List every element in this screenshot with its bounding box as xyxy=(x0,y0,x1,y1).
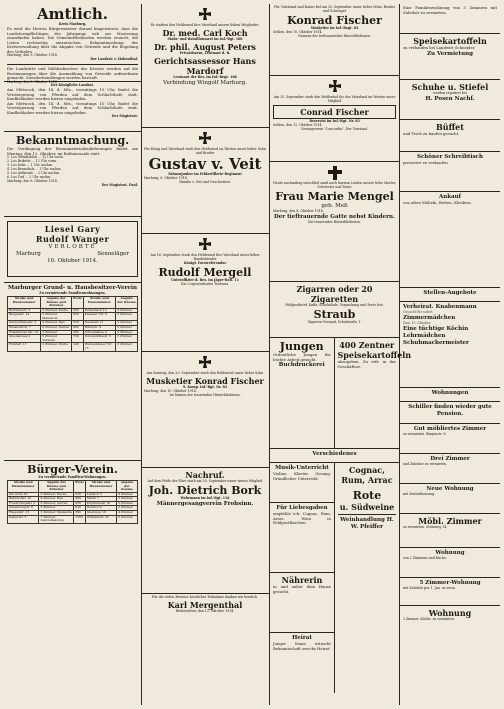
verlobte-label: VERLOBTE xyxy=(48,244,97,250)
conrad-name: Conrad Fischer xyxy=(300,106,369,117)
table-cell: 700 xyxy=(72,335,84,343)
notice-3-body-repeat: Am Mittwoch, den 14. d. Mts., vormittags 10 Uhr, findet die Versteigerung von Pferden auf dem Schlachthofe statt. Kaufliebhaber werden hierzu eingeladen. xyxy=(7,100,138,115)
table-cell: Hofstatt 11 xyxy=(8,343,41,351)
stellen-item: Zimmermädchen xyxy=(403,314,456,321)
table-header-cell: Preis xyxy=(74,480,86,492)
naeherin-body: in und außer dem Hause gesucht. xyxy=(273,584,331,594)
speisekartoffeln-ad xyxy=(335,338,412,448)
amtlich-signature: Der Landrat: v. Hohenthal. xyxy=(90,57,138,62)
veit-name: Gustav v. Veit xyxy=(148,154,262,173)
table-cell: Elisabethstr. 7 xyxy=(8,326,41,331)
notice-2-body: Die Landwirte und Mühlenbesitzer des Kreises werden auf die Bestimmungen über die Ausmahlung von Getreide aufmerksam gemacht. Zuwiderhandlungen werden bestraft. xyxy=(7,66,138,81)
wohnung-2-heading: Wohnung xyxy=(428,608,472,618)
table-cell: 2 Zimmer xyxy=(116,343,138,351)
table-cell: Markt 7 xyxy=(85,497,116,502)
mergell-intro: Am 16. September starb den Heldentod fürs Vaterland unser lieber Bundesbruder xyxy=(150,253,260,261)
groom-place: Senneläger xyxy=(97,251,129,257)
schuhe-heading: Schuhe u. Stiefel xyxy=(411,82,489,92)
notice-2-signature: Der Königliche Landrat. xyxy=(50,83,95,87)
konrad-name: Konrad Fischer xyxy=(287,13,382,27)
speisekartoffeln-sub: abzugeben. Zu erfr. in der Geschäftsst. xyxy=(337,359,396,369)
buerger-verein-heading: Bürger-Verein. xyxy=(27,463,118,476)
bork-name: Joh. Dietrich Bork xyxy=(148,483,262,497)
table-cell: 6 Zimmer xyxy=(117,515,138,523)
table-cell: 4 Zimmer xyxy=(116,330,138,335)
fuenf-zimmer-ad xyxy=(400,578,500,606)
mergenthal-danksagung xyxy=(141,594,269,699)
heirat-heading: Heirat xyxy=(292,635,312,641)
table-cell: 3 Zimmer, Mansarde xyxy=(40,510,73,515)
konrad-signature: Namens der tieftrauernden Hinterbliebenen. xyxy=(298,33,371,38)
conrad-intro: Am 25. September starb den Heldentod für das Vaterland im Westen unser Mitglied xyxy=(273,95,396,103)
table-cell: 5 Zimmer, Veranda xyxy=(41,335,72,343)
schuhe-shop: H. Posen Nachf. xyxy=(425,95,475,102)
amtlich-body: Es wird die Herren Bürgermeister darauf hingewiesen, dass die Landsturmpflichtigen des Jahrgangs sich zur Musterung einzufinden haben. Die Gemeindebehörden werden ersucht, die Listen rechtzeitig einzureichen. Bekanntmachung der Kreisverwaltung über die Abgabe von Getreide und die Regelung des Verkehrs. xyxy=(7,25,138,54)
veit-rank: Fahnenjunker im Feldartillerie-Regiment xyxy=(168,171,242,176)
jungen-heading: Jungen xyxy=(279,340,324,353)
table-row xyxy=(8,343,138,351)
table-cell: 4 Zimmer, Bad xyxy=(39,497,74,502)
table-cell: Gutenbergstr. 8 xyxy=(8,506,39,511)
ankauf-ad xyxy=(400,192,500,288)
bekanntmachung-section xyxy=(4,132,141,217)
top-wohnung-ad xyxy=(400,4,500,34)
column-1 xyxy=(4,4,142,705)
weinhandlung-name: Weinhandlung H. W. Pfeiffer xyxy=(340,517,394,530)
heirat-ad xyxy=(270,633,334,691)
mengel-birth-name: geb. Meß xyxy=(321,202,348,209)
mengel-gatte: Der tieftrauernde Gatte nebst Kindern. xyxy=(274,213,395,220)
neue-wohnung-ad xyxy=(400,484,500,514)
nachruf-signature: Männergesangverein Frohsinn. xyxy=(156,500,254,507)
gut-moebliert-ad xyxy=(400,424,500,454)
table-cell: 390 xyxy=(74,511,86,516)
stellen-item: Lehrmädchen xyxy=(403,332,446,339)
table-cell: Haspelstr. 13 xyxy=(8,511,39,516)
table-cell: Pilgrimstein 10 xyxy=(85,501,116,506)
neue-wohnung-heading: Neue Wohnung xyxy=(426,486,474,492)
conrad-fischer-obituary xyxy=(270,76,399,162)
table-cell: 3 Zimmer xyxy=(117,497,138,502)
schuhe-ad xyxy=(400,80,500,120)
weinhandlung-ad xyxy=(335,463,399,693)
grund-verein-table xyxy=(7,296,138,352)
speisekartoffeln-heading: 400 Zentner Speisekartoffeln xyxy=(337,340,412,360)
veit-family: Familie v. Veit und Geschwister. xyxy=(179,179,231,184)
bekanntmachung-row: 6. Los Torf ... 2 Uhr nachm. xyxy=(7,174,52,179)
nachruf-intro: Auf dem Felde der Ehre starb am 20. September unser treues Mitglied xyxy=(147,479,263,483)
drei-zimmer-heading: Drei Zimmer xyxy=(430,456,470,462)
mergell-signature: Die Corpsstudenten Teutonia. xyxy=(180,281,230,286)
wohnung-ad xyxy=(400,548,500,578)
koch-name: Dr. med. Carl Koch xyxy=(162,27,248,38)
table-cell: 2 Zimmer xyxy=(116,321,138,326)
rote-heading: Rote xyxy=(352,489,382,502)
mergell-title: Königl. Forstreferendar xyxy=(183,260,227,265)
koch-intro: Es starben den Heldentod fürs Vaterland unsere lieben Mitglieder: xyxy=(150,23,260,27)
wingolf-signature: Verbindung Wingolf Marburg. xyxy=(163,79,247,86)
table-cell: Kaiserstr. 5 xyxy=(8,515,39,523)
musik-heading: Musik-Unterricht xyxy=(275,465,329,471)
buerger-verein-subheading: Zu vermietende Familien-Wohnungen. xyxy=(38,475,107,479)
konrad-intro: Für Vaterland und Kaiser fiel am 20. September unser lieber Sohn, Bruder und Schwager xyxy=(274,5,395,13)
stellen-item: Eine tüchtige Köchin xyxy=(403,325,469,332)
zigarren-sub: Feldpostbrief, Kaffe, Schokolade, Verpackung und Porto frei. xyxy=(285,303,384,307)
bekanntmachung-row: 3. Los Koks ... 1 Uhr nachm. xyxy=(7,163,53,167)
mergell-obituary xyxy=(141,234,269,352)
grund-verein-heading: Marburger Grund- u. Hausbesitzer-Verein xyxy=(8,285,137,291)
cognac-heading: Cognac, Rum, Arrac xyxy=(341,465,393,485)
nachruf-heading: Nachruf. xyxy=(185,470,225,480)
mengel-date: Marburg, den 8. Oktober 1914. xyxy=(273,208,324,213)
notice-3-section xyxy=(4,82,141,132)
mardorf-name: Gerichtsassessor Hans Mardorf xyxy=(154,55,256,76)
stellen-list: Verheirat. Knabenmann Gesucht für sofort. Zimmermädchen Zum 15. Oktober. Eine tüchtige Köchin Lehrmädchen Schuhmachermeister xyxy=(400,302,500,388)
fischer-obituary xyxy=(141,352,269,468)
schreibtisch-body: preiswert zu verkaufen. xyxy=(403,160,449,165)
verschiedenes-heading-block xyxy=(270,449,399,463)
stellen-heading: Stellen-Angebote xyxy=(423,290,477,296)
column-3 xyxy=(270,4,412,705)
table-cell: 4 Zimmer xyxy=(116,308,138,313)
ankauf-heading: Ankauf xyxy=(438,194,461,200)
moebl-zimmer-body: zu vermieten. Steinweg 14. xyxy=(403,525,448,529)
buerger-verein-section xyxy=(4,461,141,701)
mengel-intro: Heute nachmittag entschlief sanft nach kurzem Leiden unsere liebe Mutter, Schwester und Tante xyxy=(273,181,396,189)
table-cell: 5 Zimmer xyxy=(117,501,138,506)
bekanntmachung-row: 2. Los Briketts ... 12 Uhr vorm. xyxy=(7,159,58,164)
wohnungen-heading-block xyxy=(400,388,500,402)
fischer-signature: Im Namen der trauernden Hinterbliebenen. xyxy=(169,392,241,397)
table-header-cell: Straße und Hausnummer xyxy=(85,480,116,492)
iron-cross-icon xyxy=(198,356,212,370)
buffet-body: und Tisch zu kaufen gesucht. xyxy=(403,131,460,136)
fischer-intro: Am Sonntag, den 20. September starb den Heldentod unser lieber Sohn xyxy=(146,371,264,375)
grund-verein-section xyxy=(4,283,141,461)
jungen-body: Ordentliche Jungen für leichte Arbeit gesucht. xyxy=(273,352,331,362)
table-header-cell: Straße und Hausnummer xyxy=(8,296,41,308)
musik-body: Violine, Klavier, Gesang. Gründlicher Unterricht. xyxy=(273,471,331,481)
straub-sub: Zigarren-Versand, Schulstraße 1. xyxy=(307,319,362,324)
jungen-ad xyxy=(270,338,335,448)
table-cell: Barfüßerstr. 5 xyxy=(8,308,41,313)
table-cell: 360 xyxy=(72,308,84,313)
buerger-verein-table xyxy=(7,480,138,524)
notice-3-signature: Der Magistrat. xyxy=(111,114,138,119)
bekanntmachung-body: Die Verdingung der Brennmaterialienlieferungen findet am Montag, den 12. Oktober, im Rathaussaale statt. xyxy=(7,146,138,156)
table-cell: Weidenhäuser Str. 15 xyxy=(83,343,116,351)
moebl-zimmer-heading: Möbl. Zimmer xyxy=(418,516,482,526)
verschiedenes-heading: Verschiedenes xyxy=(312,451,357,457)
table-cell: 3 Zimmer xyxy=(41,330,72,335)
musik-ad xyxy=(270,463,334,503)
mergell-name: Rudolf Mergell xyxy=(158,265,252,279)
verlobung-date: 10. Oktober 1914. xyxy=(47,258,98,264)
table-cell: 520 xyxy=(72,321,84,326)
bekanntmachung-signature: Der Magistrat. Paul. xyxy=(101,182,138,187)
mergell-rank: Unteroffizier d. Res. im Jäger-Batl. 11 xyxy=(171,277,239,282)
bekanntmachung-row: 5. Los Anthrazit ... 2 Uhr nachm. xyxy=(7,170,61,175)
bekanntmachung-row: 1. Los Steinkohlen ... 12 Uhr vorm. xyxy=(7,155,64,160)
groom-name: Rudolf Wanger xyxy=(35,234,110,244)
bride-name: Liesel Gary xyxy=(44,224,101,234)
naeherin-ad xyxy=(270,573,334,633)
table-cell: 620 xyxy=(74,506,86,511)
table-cell: Gisonenweg 2 xyxy=(8,335,41,343)
column-2 xyxy=(141,4,270,705)
grund-verein-subheading: Zu vermietende Familienwohnungen. xyxy=(39,291,106,295)
veit-intro: Für König und Vaterland starb den Heldentod im Westen unser lieber Sohn und Bruder xyxy=(144,147,266,155)
mengel-name: Frau Marie Mengel xyxy=(275,189,394,203)
gut-moebliert-heading: Gut möbliertes Zimmer xyxy=(413,426,487,432)
speisekartoffeln-sub-2: zu verkaufen bei Landwirt Schneider. xyxy=(403,45,476,50)
table-header-cell: Straße und Hausnummer xyxy=(83,296,116,308)
fuenf-zimmer-heading: 5 Zimmer-Wohnung xyxy=(419,580,481,586)
bork-nachruf xyxy=(141,468,269,594)
stellen-item: Verheirat. Knabenmann xyxy=(403,304,477,310)
table-cell: 3 Zimmer, Küche xyxy=(39,492,74,497)
mardorf-rank: Leutnant der Res. im Inf.-Regt. 168 xyxy=(173,74,237,79)
conrad-rank: Reservist im Inf.-Rgt. Nr. 83 xyxy=(309,118,360,123)
conrad-date: Sehlen, den 12. Oktober 1914. xyxy=(273,122,323,127)
schiller-text: Schiller finden wieder gute Pension. xyxy=(408,404,492,417)
schreibtisch-ad xyxy=(400,152,500,192)
koch-rank: Stabs- und Bataillonsarzt im Inf.-Rgt. 168 xyxy=(167,36,243,41)
iron-cross-icon xyxy=(198,132,212,146)
table-cell: 5 Zimmer xyxy=(39,506,74,511)
suedweine-heading: u. Südweine xyxy=(339,502,395,512)
veit-place: Marburg, 8. Oktober 1914. xyxy=(144,175,188,180)
table-cell: 480 xyxy=(74,497,86,502)
table-cell: Ritterstr. 4 xyxy=(83,326,116,331)
mergenthal-name: Karl Mergenthal xyxy=(167,599,243,610)
column-4 xyxy=(400,4,500,705)
table-cell: Bahnhofstr. 16 xyxy=(8,497,39,502)
notice-2-date: Marburg, den 8. Oktober 1914. xyxy=(7,80,58,85)
table-cell: 1200 xyxy=(74,515,86,523)
table-header-cell: Angabe der Räume und Zubehör xyxy=(39,480,74,492)
konrad-fischer-obituary xyxy=(270,4,399,76)
fuenf-zimmer-body: mit Zubehör per 1. Jan. zu verm. xyxy=(403,586,456,590)
konrad-date: Sehlen, den 10. Oktober 1914. xyxy=(273,29,323,34)
schuhe-sub: werden repariert bei xyxy=(433,91,467,95)
table-header-cell: Straße und Hausnummer xyxy=(8,480,39,492)
verlobung-announcement xyxy=(4,217,141,283)
table-cell: 3 Zimmer xyxy=(116,335,138,343)
table-cell: Frankfurter Str. 19 xyxy=(8,330,41,335)
peters-name: Dr. phil. August Peters xyxy=(154,41,256,52)
wohnung-body: von 2 Zimmern und Küche. xyxy=(403,556,447,560)
table-header-cell: Angabe der Räume und Zubehör xyxy=(41,296,72,308)
table-cell: 240 xyxy=(72,343,84,351)
zigarren-heading: Zigarren oder 20 Zigaretten xyxy=(296,284,373,304)
konrad-rank: Musketier im Inf.-Regt. 83 xyxy=(310,25,359,30)
koch-obituary xyxy=(141,4,269,128)
liebesgaben-heading: Für Liebesgaben xyxy=(276,505,328,511)
table-header-cell: Angabe der Räume xyxy=(116,296,138,308)
bride-place: Marburg xyxy=(16,251,41,257)
danksagung-text: Für die vielen Beweise herzlicher Teilnahme danken wir herzlich. xyxy=(151,595,259,599)
bekanntmachung-date: Marburg, den 8. Oktober 1914. xyxy=(7,178,58,183)
bork-rank: Wehrmann im Inf.-Rgt. 116 xyxy=(180,495,230,500)
drei-zimmer-body: und Zubehör zu vermieten. xyxy=(403,462,447,466)
table-cell: 6 Zimmer, Garten xyxy=(41,326,72,331)
veit-obituary xyxy=(141,128,269,234)
mengel-signature: Die trauernden Hinterbliebenen. xyxy=(307,219,362,224)
wohnungen-heading: Wohnungen xyxy=(431,390,469,396)
table-cell: Kasseler Str. 8 xyxy=(83,313,116,321)
speisekartoffeln-heading-2: Speisekartoffeln xyxy=(413,36,487,46)
moebl-zimmer-ad xyxy=(400,514,500,548)
table-cell: 2 Zimmer, Küche xyxy=(41,343,72,351)
stellen-heading-block xyxy=(400,288,500,302)
iron-cross-icon xyxy=(328,80,342,94)
mengel-obituary xyxy=(270,162,399,282)
table-cell: 3 Zimmer xyxy=(116,313,138,321)
table-cell: Schwanallee 9 xyxy=(83,330,116,335)
wohnung-heading: Wohnung xyxy=(435,550,465,556)
table-cell: 3 Zimmer, Küche xyxy=(41,308,72,313)
table-cell: Biegenstr. 14 xyxy=(8,313,41,321)
iron-cross-icon xyxy=(198,8,212,22)
schreibtisch-heading: Schöner Schreibtisch xyxy=(416,154,484,160)
buffet-heading: Büffet xyxy=(436,122,464,132)
table-cell: 7 Zimmer, Zentralheizung xyxy=(39,515,74,523)
bekanntmachung-heading: Bekanntmachung. xyxy=(15,134,130,147)
conrad-signature: Gesangverein "Concordia". Der Vorstand. xyxy=(300,126,369,131)
neue-wohnung-body: mit Zentralheizung. xyxy=(403,492,436,496)
fischer-rank: 9. Komp. Inf.-Rgt. Nr. 83 xyxy=(182,384,228,389)
buffet-ad xyxy=(400,120,500,152)
drei-zimmer-ad xyxy=(400,454,500,484)
buchdruckerei-heading: Buchdruckerei xyxy=(278,362,325,369)
bekanntmachung-row: 4. Los Brennholz ... 1 Uhr nachm. xyxy=(7,166,62,171)
table-cell: 330 xyxy=(74,492,86,497)
table-cell: 4 Zimmer xyxy=(117,492,138,497)
amtlich-date: Marburg, den 9. Oktober 1914. xyxy=(7,53,58,58)
table-cell: 650 xyxy=(72,313,84,321)
fischer-date: Marburg, den 10. Oktober 1914. xyxy=(144,388,197,393)
table-cell: Renthof 4 xyxy=(85,506,116,511)
liebesgaben-body: empfehle ich: Cognac, Rum, Arrac, Wein in Feldpostflaschen. xyxy=(273,511,331,526)
table-cell: Steinweg 18 xyxy=(85,511,116,516)
zigarren-ad xyxy=(270,282,399,338)
peters-rank: Privatdozent, Leutnant d. R. xyxy=(179,50,231,55)
stellen-item: Schuhmachermeister xyxy=(403,339,469,346)
table-cell: 6 Zimmer, Garten xyxy=(39,501,74,506)
mergenthal-date: Biebernelter, den 12. Oktober 1914. xyxy=(175,608,235,613)
table-cell: 950 xyxy=(74,501,86,506)
table-row xyxy=(8,515,138,523)
heirat-body: Junger Mann wünscht Bekanntschaft zwecks Heirat. xyxy=(273,641,331,651)
table-cell: 4 Zimmer xyxy=(117,511,138,516)
table-cell: Ketzerbach 12 xyxy=(83,308,116,313)
table-cell: 4 Zimmer, Bad xyxy=(41,321,72,326)
table-cell: 2 Zimmer xyxy=(117,506,138,511)
schiller-ad xyxy=(400,402,500,424)
table-cell: Friedrichsplatz 2 xyxy=(8,501,39,506)
straub-name: Straub xyxy=(313,307,356,321)
table-cell: 380 xyxy=(72,330,84,335)
vermietung-heading: Zu Vermietung xyxy=(427,50,473,57)
table-cell: Deutschhausstr. 3 xyxy=(8,321,41,326)
wohnung-2-ad xyxy=(400,606,500,634)
naeherin-heading: Nährerin xyxy=(281,575,323,585)
cross-icon xyxy=(328,166,342,180)
table-cell: Universitätsstr. 6 xyxy=(83,335,116,343)
top-wohnung-body: Eine Familienwohnung von 3 Zimmern mit Zubehör zu vermieten. xyxy=(403,5,497,15)
notice-3-body: Am Mittwoch, den 14. d. Mts., vormittags 10 Uhr, findet die Versteigerung von Pferden auf dem Schlachthofe statt. Kaufliebhaber werden hierzu eingeladen. xyxy=(7,86,138,102)
amtlich-subheading: Kreis Marburg. xyxy=(58,22,87,26)
table-cell: Lahntor 3 xyxy=(85,492,116,497)
amtlich-heading: Amtlich. xyxy=(36,5,109,23)
table-cell: Neustadt 21 xyxy=(83,321,116,326)
table-cell: 5 Zimmer, Mansarde xyxy=(41,313,72,321)
table-cell: 5 Zimmer xyxy=(116,326,138,331)
table-cell: Wilhelmstr. 22 xyxy=(85,515,116,523)
table-cell: 900 xyxy=(72,326,84,331)
speisekartoffeln-ad-2 xyxy=(400,34,500,80)
fischer-name: Musketier Konrad Fischer xyxy=(146,375,264,386)
gut-moebliert-body: zu vermieten. Biegenstr. 8. xyxy=(403,432,447,436)
table-cell: Am Grün 20 xyxy=(8,492,39,497)
liebesgaben-ad xyxy=(270,503,334,573)
table-header-cell: Preis xyxy=(72,296,84,308)
iron-cross-icon xyxy=(198,238,212,252)
ankauf-body: von alten Möbeln, Betten, Kleidern. xyxy=(403,200,472,205)
wohnung-2-body: 3 Zimmer, Küche, zu vermieten. xyxy=(403,617,455,621)
table-header-cell: Angabe der Räume xyxy=(117,480,138,492)
